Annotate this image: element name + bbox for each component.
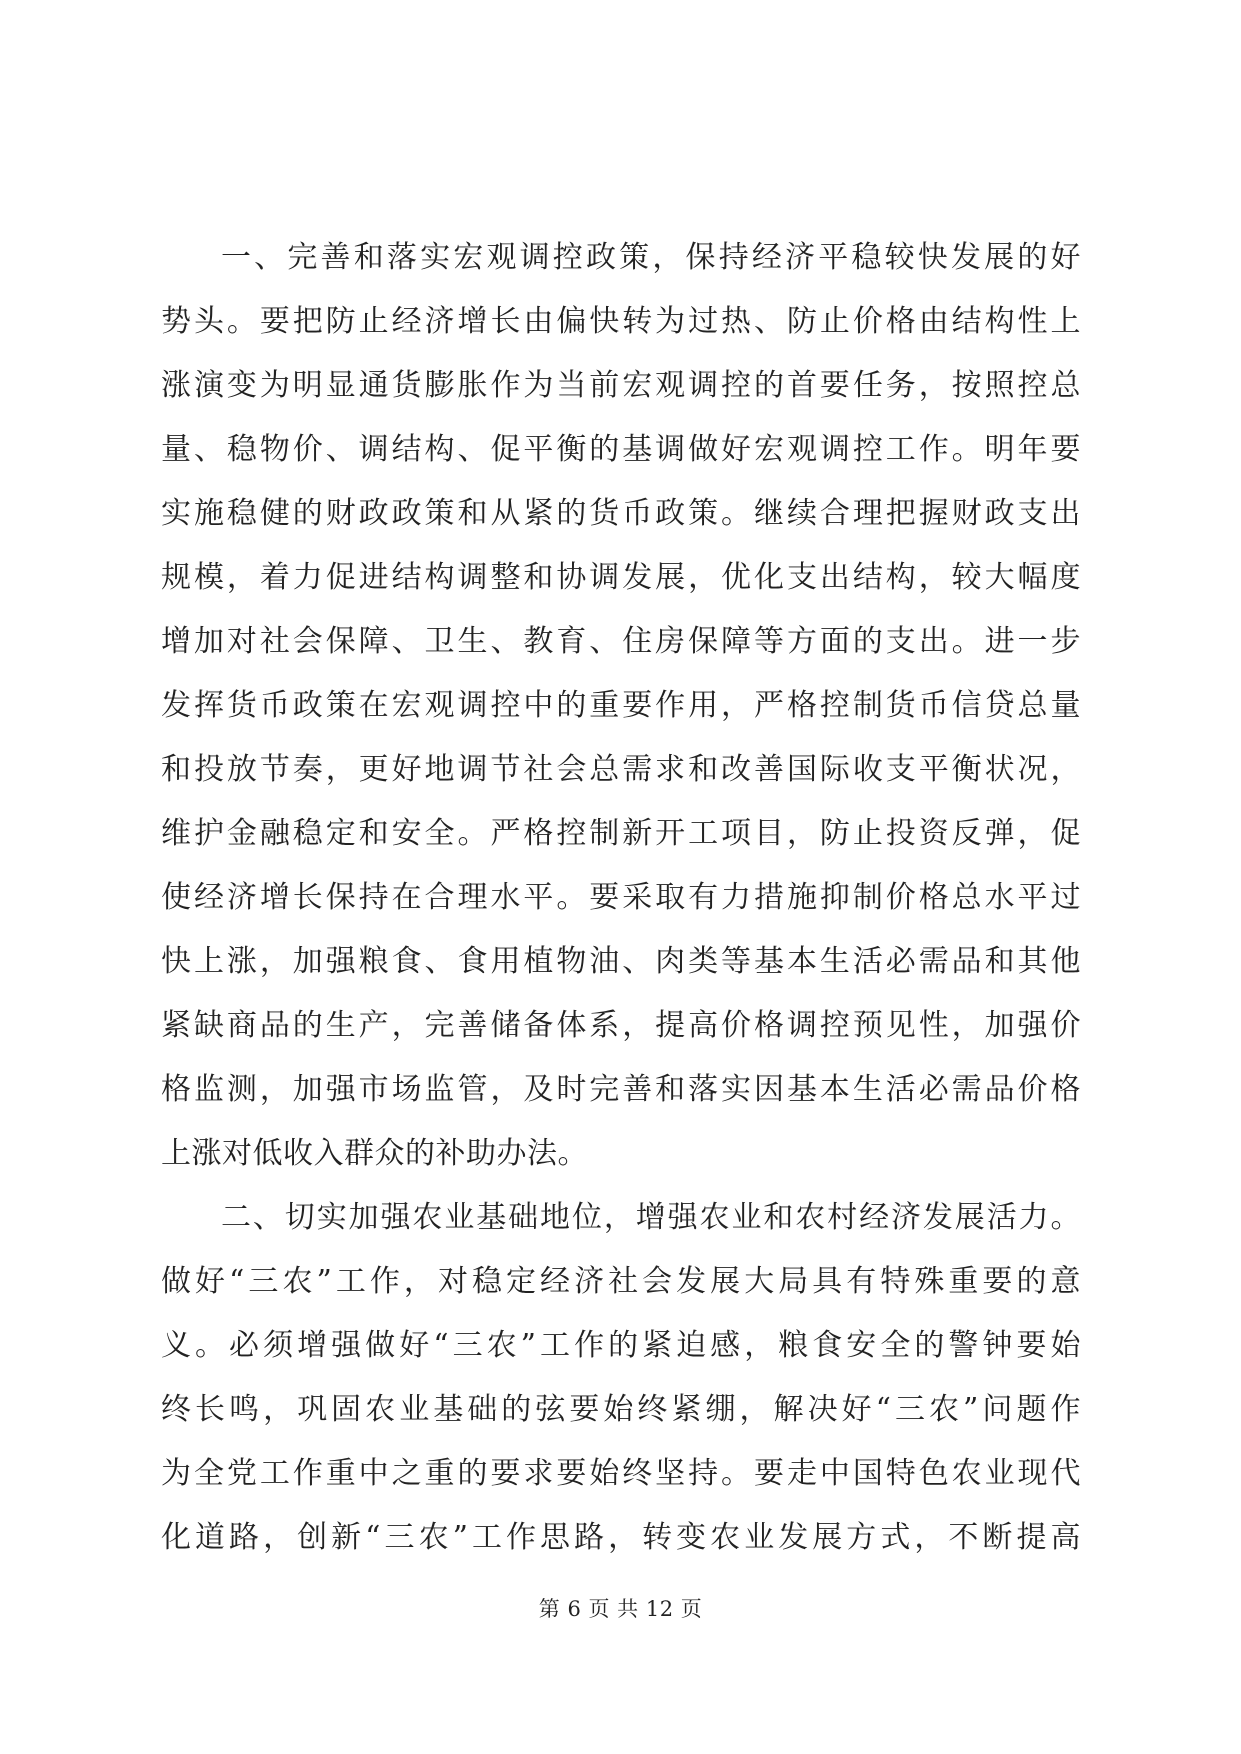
paragraph-2-line-3: 义。必须增强做好“三农”工作的紧迫感，粮食安全的警钟要始: [161, 1328, 1081, 1363]
paragraph-2-line-5: 为全党工作重中之重的要求要始终坚持。要走中国特色农业现代: [161, 1456, 1081, 1491]
paragraph-2-line-1: 二、切实加强农业基础地位，增强农业和农村经济发展活力。: [221, 1200, 1081, 1235]
paragraph-2-line-6: 化道路，创新“三农”工作思路，转变农业发展方式，不断提高: [161, 1520, 1081, 1555]
paragraph-1-line-6: 规模，着力促进结构调整和协调发展，优化支出结构，较大幅度: [161, 560, 1081, 595]
paragraph-2-line-4: 终长鸣，巩固农业基础的弦要始终紧绷，解决好“三农”问题作: [161, 1392, 1081, 1427]
page-number-footer: 第 6 页 共 12 页: [538, 1597, 703, 1621]
paragraph-1-line-7: 增加对社会保障、卫生、教育、住房保障等方面的支出。进一步: [161, 624, 1081, 659]
paragraph-1-line-14: 格监测，加强市场监管，及时完善和落实因基本生活必需品价格: [161, 1072, 1081, 1107]
paragraph-1-line-13: 紧缺商品的生产，完善储备体系，提高价格调控预见性，加强价: [161, 1008, 1081, 1043]
paragraph-1-line-5: 实施稳健的财政政策和从紧的货币政策。继续合理把握财政支出: [161, 496, 1081, 531]
paragraph-1-line-8: 发挥货币政策在宏观调控中的重要作用，严格控制货币信贷总量: [161, 688, 1081, 723]
paragraph-1-line-1: 一、完善和落实宏观调控政策，保持经济平稳较快发展的好: [221, 240, 1081, 275]
paragraph-2-line-2: 做好“三农”工作，对稳定经济社会发展大局具有特殊重要的意: [161, 1264, 1081, 1299]
paragraph-1-line-15: 上涨对低收入群众的补助办法。: [161, 1136, 588, 1171]
paragraph-1-line-9: 和投放节奏，更好地调节社会总需求和改善国际收支平衡状况，: [161, 752, 1081, 787]
paragraph-1-line-3: 涨演变为明显通货膨胀作为当前宏观调控的首要任务，按照控总: [161, 368, 1081, 403]
paragraph-1-line-12: 快上涨，加强粮食、食用植物油、肉类等基本生活必需品和其他: [161, 944, 1081, 979]
paragraph-1-line-4: 量、稳物价、调结构、促平衡的基调做好宏观调控工作。明年要: [161, 432, 1081, 467]
paragraph-1-line-2: 势头。要把防止经济增长由偏快转为过热、防止价格由结构性上: [161, 304, 1081, 339]
paragraph-1-line-11: 使经济增长保持在合理水平。要采取有力措施抑制价格总水平过: [161, 880, 1081, 915]
document-body: [161, 226, 1081, 1570]
paragraph-1-line-10: 维护金融稳定和安全。严格控制新开工项目，防止投资反弹，促: [161, 816, 1081, 851]
